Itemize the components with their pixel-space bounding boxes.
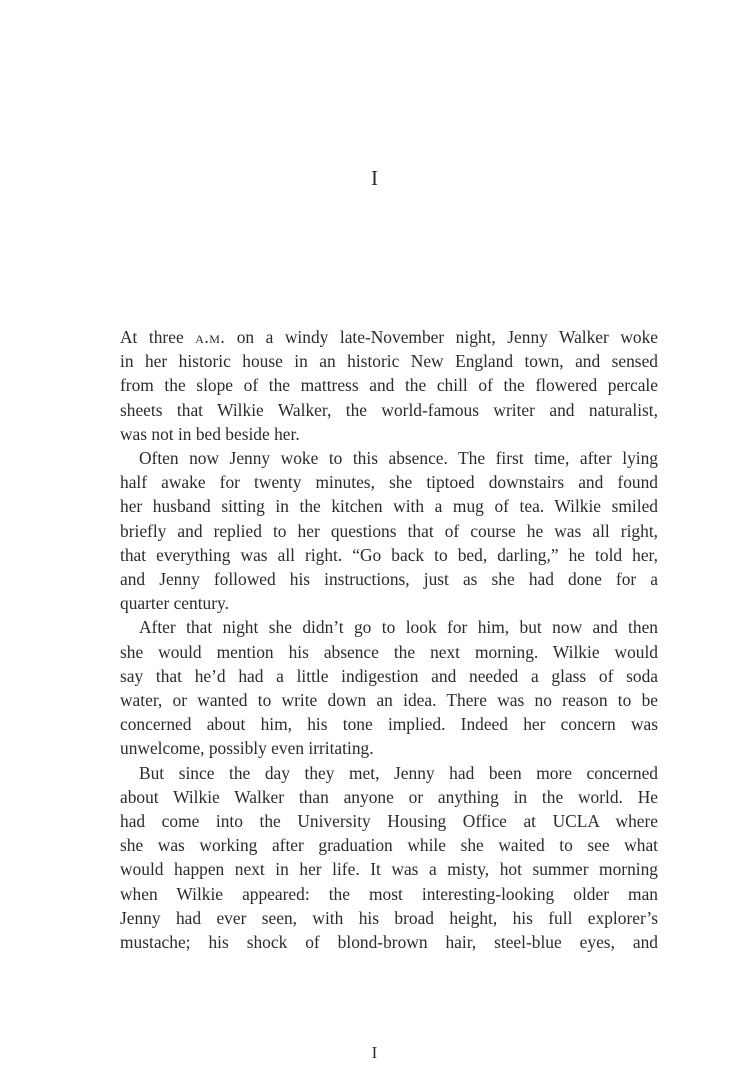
text-run: But since the day they met, Jenny had been more concerned [139, 762, 658, 783]
text-line [120, 591, 658, 615]
text-run: Jenny had ever seen, with his broad height, his full explorer’s [120, 907, 658, 928]
text-line [120, 712, 658, 736]
chapter-number: I [371, 166, 378, 190]
text-run: would happen next in her life. It was a misty, hot summer morning [120, 859, 658, 880]
text-line [120, 543, 658, 567]
text-line [120, 857, 658, 881]
text-run: had come into the University Housing Office at UCLA where [120, 811, 658, 832]
text-line [120, 373, 658, 397]
paragraph [120, 761, 658, 955]
text-run: she was working after graduation while she waited to see what [120, 835, 658, 856]
text-line [120, 615, 658, 639]
text-run: in her historic house in an historic New England town, and sensed [120, 351, 658, 372]
text-line [120, 470, 658, 494]
text-run: briefly and replied to her questions that of course he was all right, [120, 520, 658, 541]
text-line [120, 882, 658, 906]
text-run: unwelcome, possibly even irritating. [120, 738, 374, 759]
text-run: and Jenny followed his instructions, just as she had done for a [120, 569, 658, 590]
text-run: her husband sitting in the kitchen with a mug of tea. Wilkie smiled [120, 496, 658, 517]
text-line [120, 349, 658, 373]
page-number: I [371, 1043, 378, 1062]
text-run: about Wilkie Walker than anyone or anything in the world. He [120, 786, 658, 807]
text-line [120, 664, 658, 688]
text-run: mustache; his shock of blond-brown hair, steel-blue eyes, and [120, 932, 658, 953]
text-run: concerned about him, his tone implied. Indeed her concern was [120, 714, 658, 735]
text-run: half awake for twenty minutes, she tiptoed downstairs and found [120, 472, 658, 493]
text-line [120, 688, 658, 712]
text-line [120, 833, 658, 857]
small-caps-run: a.m. [195, 327, 226, 347]
text-run: was not in bed beside her. [120, 423, 300, 444]
text-line [120, 325, 658, 349]
text-line [120, 640, 658, 664]
text-line [120, 494, 658, 518]
text-line [120, 930, 658, 954]
text-line [120, 761, 658, 785]
text-run: quarter century. [120, 593, 229, 614]
text-line [120, 446, 658, 470]
text-run: that everything was all right. “Go back to bed, darling,” he told her, [120, 544, 658, 565]
text-line [120, 422, 658, 446]
text-run: Often now Jenny woke to this absence. The first time, after lying [139, 448, 658, 469]
text-run: from the slope of the mattress and the chill of the flowered percale [120, 375, 658, 396]
paragraph [120, 446, 658, 615]
chapter-body-text [120, 325, 658, 954]
text-line [120, 519, 658, 543]
text-line [120, 736, 658, 760]
paragraph [120, 325, 658, 446]
text-line [120, 809, 658, 833]
text-line [120, 906, 658, 930]
text-run: she would mention his absence the next morning. Wilkie would [120, 641, 658, 662]
text-run: water, or wanted to write down an idea. There was no reason to be [120, 690, 658, 711]
text-run: After that night she didn’t go to look for him, but now and then [139, 617, 658, 638]
text-run: sheets that Wilkie Walker, the world-famous writer and naturalist, [120, 399, 658, 420]
text-run: say that he’d had a little indigestion and needed a glass of soda [120, 665, 658, 686]
text-run: on a windy late-November night, Jenny Walker woke [225, 327, 659, 347]
text-line [120, 398, 658, 422]
text-line [120, 567, 658, 591]
text-run: At three [120, 327, 196, 347]
text-run: when Wilkie appeared: the most interesting-looking older man [120, 883, 658, 904]
paragraph [120, 615, 658, 760]
text-line [120, 785, 658, 809]
